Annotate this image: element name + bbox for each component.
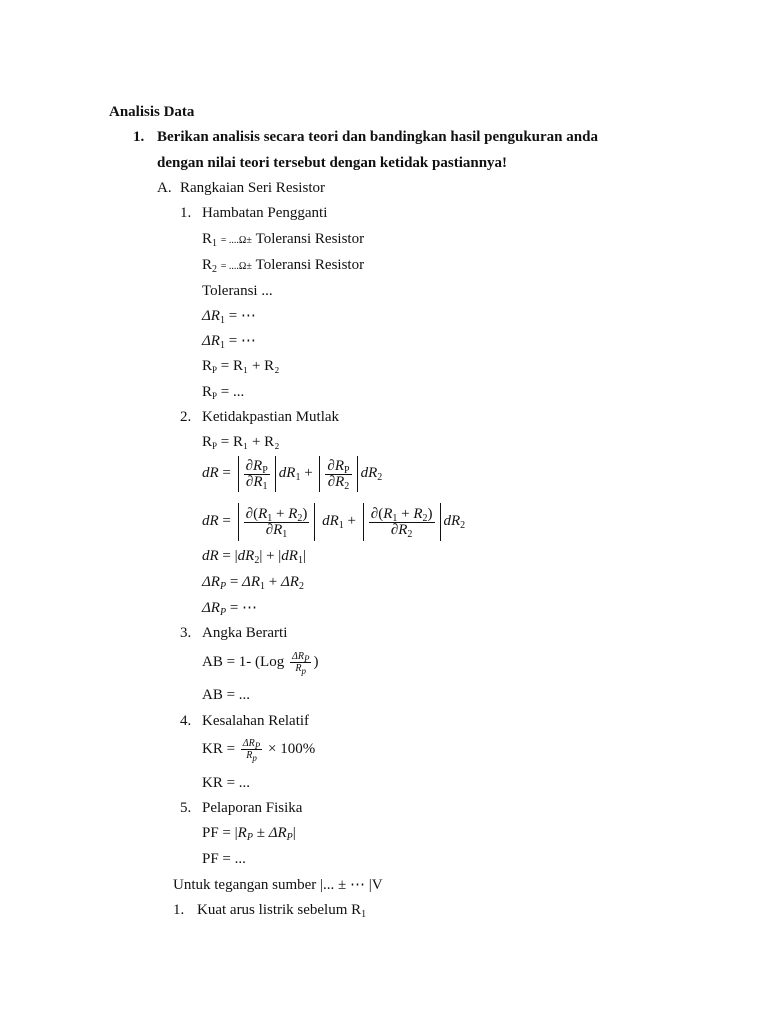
arus-line: Kuat arus listrik sebelum $R_1$	[197, 902, 367, 920]
delta-r1-b-val: = ⋯	[228, 333, 256, 349]
formula-delta-rp-sum: $\Delta R_P = \Delta R_1 + \Delta R_2$	[202, 574, 304, 592]
formula-ab	[202, 648, 318, 676]
rp-sum: = R₁ + R₂	[220, 358, 280, 374]
formula-dR-partial: dR = $\frac{\partial R_P}{\partial R_1}$ $dR_1$ + $\frac{\partial R_P}{\partial R_2}$ $dR_2$	[202, 455, 382, 492]
delta-r1-line-b: $\Delta R_1$ = ⋯	[202, 333, 256, 351]
sumber-line: Untuk tegangan sumber |... ± ⋯ |V	[173, 877, 383, 893]
r2-eq: = ....Ω±	[220, 261, 252, 272]
item-number: 5.	[180, 800, 192, 816]
r1-eq: = ....Ω±	[220, 235, 252, 246]
pf-value: PF = ...	[202, 851, 246, 867]
formula-pf: PF = $|R_P \pm \Delta R_P|$	[202, 825, 296, 843]
delta-r1-line-a: $\Delta R_1$ = ⋯	[202, 308, 256, 326]
r1-rest: Toleransi Resistor	[255, 231, 365, 247]
section-a-title: Rangkaian Seri Resistor	[180, 180, 325, 196]
abs-expanded-2: $\frac{\partial(R_1 + R_2)}{\partial R_2}$	[363, 503, 441, 541]
formula-kr	[202, 735, 315, 763]
kr-value: KR = ...	[202, 775, 251, 791]
item-title-kesalahan: Kesalahan Relatif	[202, 713, 310, 729]
question-number: 1.	[133, 129, 145, 145]
arus-text: Kuat arus listrik sebelum R	[197, 902, 362, 918]
abs-partial-1: $\frac{\partial R_P}{\partial R_1}$	[238, 456, 276, 492]
kr-prefix: KR =	[202, 741, 236, 757]
kr-fraction: $\frac{\Delta R_P}{R_p}$	[242, 738, 261, 764]
formula-dR-abs-sum: dR = $|dR_2| + |dR_1|$	[202, 548, 306, 566]
section-a-letter: A.	[157, 180, 172, 196]
ab-suffix: )	[313, 654, 319, 670]
ab-prefix: AB = 1- (Log	[202, 654, 285, 670]
rp-value: = ...	[220, 384, 245, 400]
r1-tolerance-line: $R_1 = ....\Omega\pm$ Toleransi Resistor	[202, 231, 365, 249]
item-number: 2.	[180, 409, 192, 425]
item-number: 3.	[180, 625, 192, 641]
question-line-2: dengan nilai teori tersebut dengan ketidak pastiannya!	[157, 155, 508, 171]
delta-r1-a-val: = ⋯	[228, 308, 256, 324]
rp-sum-line-2: $R_P = R_1 + R_2$	[202, 434, 280, 451]
toleransi-line: Toleransi ...	[202, 283, 273, 299]
pf-prefix: PF =	[202, 825, 231, 841]
item-number: 1.	[180, 205, 192, 221]
item-title-hambatan: Hambatan Pengganti	[202, 205, 328, 221]
item-title-angka: Angka Berarti	[202, 625, 288, 641]
arus-number: 1.	[173, 902, 185, 918]
item-title-pelaporan: Pelaporan Fisika	[202, 800, 303, 816]
formula-delta-rp-val: $\Delta R_P$ = ⋯	[202, 600, 258, 618]
abs-partial-2: $\frac{\partial R_P}{\partial R_2}$	[319, 456, 357, 492]
rp-sum-line: $R_P = R_1 + R_2$	[202, 358, 280, 375]
rp-sum-2: = R₁ + R₂	[220, 434, 280, 450]
kr-suffix: × 100%	[268, 741, 316, 757]
r2-rest: Toleransi Resistor	[255, 257, 365, 273]
abs-expanded-1: $\frac{\partial(R_1 + R_2)}{\partial R_1}$	[238, 503, 316, 541]
r2-tolerance-line: $R_2 = ....\Omega\pm$ Toleransi Resistor	[202, 257, 365, 275]
ab-value: AB = ...	[202, 687, 251, 703]
item-number: 4.	[180, 713, 192, 729]
formula-dR-expanded: dR = $\frac{\partial(R_1 + R_2)}{\partial R_1}$ $dR_1$ + $\frac{\partial(R_1 + R_2)}{\partial R_2}$ $dR_2$	[202, 502, 465, 541]
rp-value-line: $R_P$ = ...	[202, 384, 245, 401]
item-title-ketidakpastian: Ketidakpastian Mutlak	[202, 409, 340, 425]
section-heading: Analisis Data	[109, 104, 195, 120]
question-line-1: Berikan analisis secara teori dan bandingkan hasil pengukuran anda	[157, 129, 598, 145]
ab-fraction: $\frac{\Delta R_P}{R_p}$	[291, 651, 310, 677]
